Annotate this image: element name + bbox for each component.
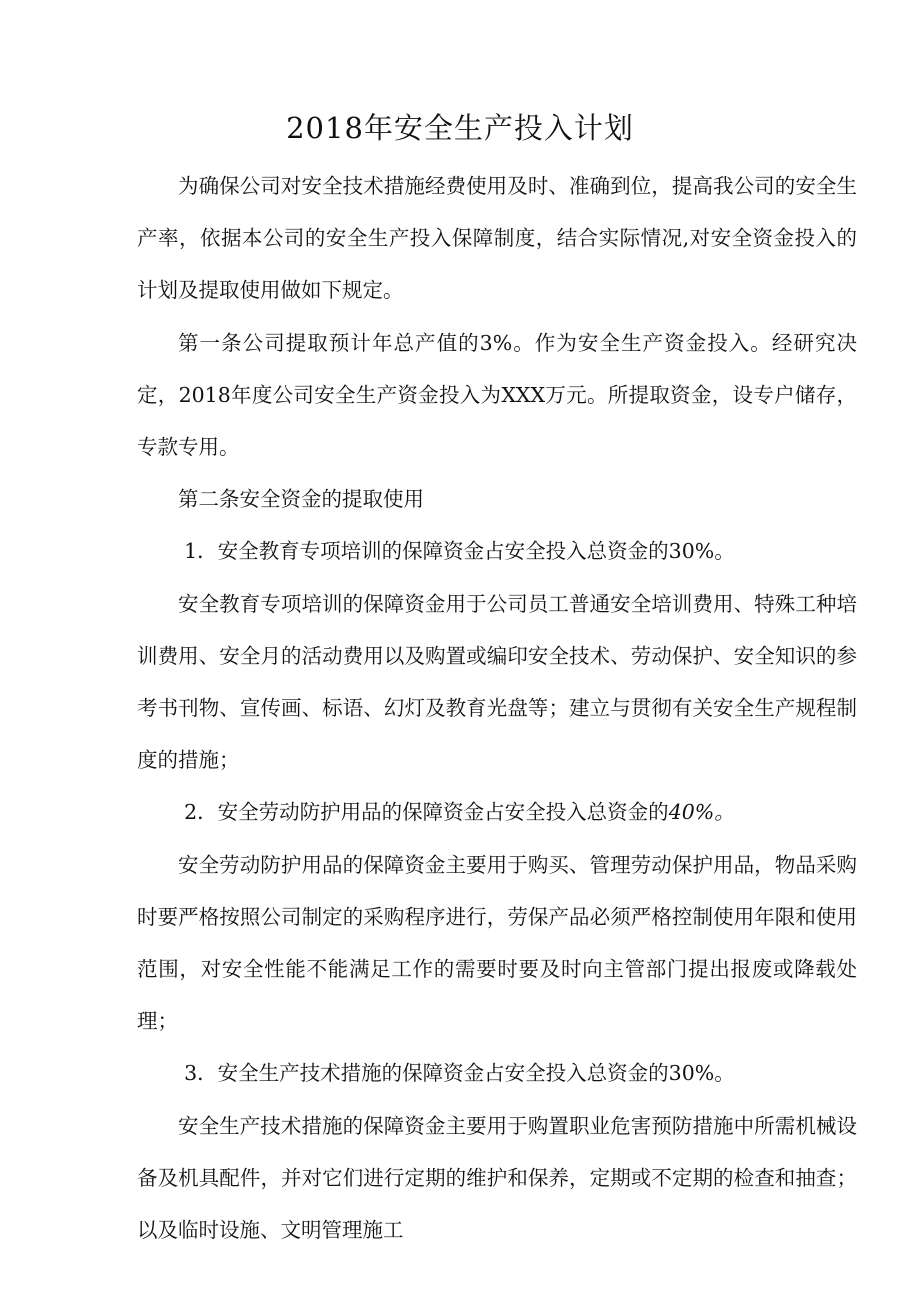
document-body bbox=[137, 160, 857, 1256]
paragraph-item-2-percent: 40%。 bbox=[668, 800, 735, 825]
paragraph-article-2-heading: 第二条安全资金的提取使用 bbox=[178, 487, 424, 512]
paragraph-item-1: 1．安全教育专项培训的保障资金占安全投入总资金的30%。 bbox=[184, 539, 735, 564]
paragraph-intro: 为确保公司对安全技术措施经费使用及时、准确到位，提高我公司的安全生产率，依据本公司的安全生产投入保障制度，结合实际情况,对安全资金投入的计划及提取使用做如下规定。 bbox=[137, 174, 857, 303]
paragraph-item-3-detail: 安全生产技术措施的保障资金主要用于购置职业危害预防措施中所需机械设备及机具配件，并对它们进行定期的维护和保养，定期或不定期的检查和抽查；以及临时设施、文明管理施工 bbox=[137, 1113, 857, 1243]
paragraph-item-2-detail: 安全劳动防护用品的保障资金主要用于购买、管理劳动保护用品，物品采购时要严格按照公司制定的采购程序进行，劳保产品必须严格控制使用年限和使用范围，对安全性能不能满足工作的需要时要及时向主管部门提出报废或降载处理； bbox=[137, 852, 857, 1034]
document-title: 2018年安全生产投入计划 bbox=[286, 111, 634, 145]
paragraph-article-1: 第一条公司提取预计年总产值的3%。作为安全生产资金投入。经研究决定，2018年度公司安全生产资金投入为XXX万元。所提取资金，设专户储存，专款专用。 bbox=[137, 330, 857, 460]
paragraph-item-1-detail: 安全教育专项培训的保障资金用于公司员工普通安全培训费用、特殊工种培训费用、安全月的活动费用以及购置或编印安全技术、劳动保护、安全知识的参考书刊物、宣传画、标语、幻灯及教育光盘等；建立与贯彻有关安全生产规程制度的措施； bbox=[137, 591, 857, 773]
paragraph-item-3: 3．安全生产技术措施的保障资金占安全投入总资金的30%。 bbox=[184, 1061, 735, 1086]
paragraph-item-2 bbox=[137, 786, 857, 838]
paragraph-item-2-text: 2．安全劳动防护用品的保障资金占安全投入总资金的 bbox=[184, 800, 669, 825]
